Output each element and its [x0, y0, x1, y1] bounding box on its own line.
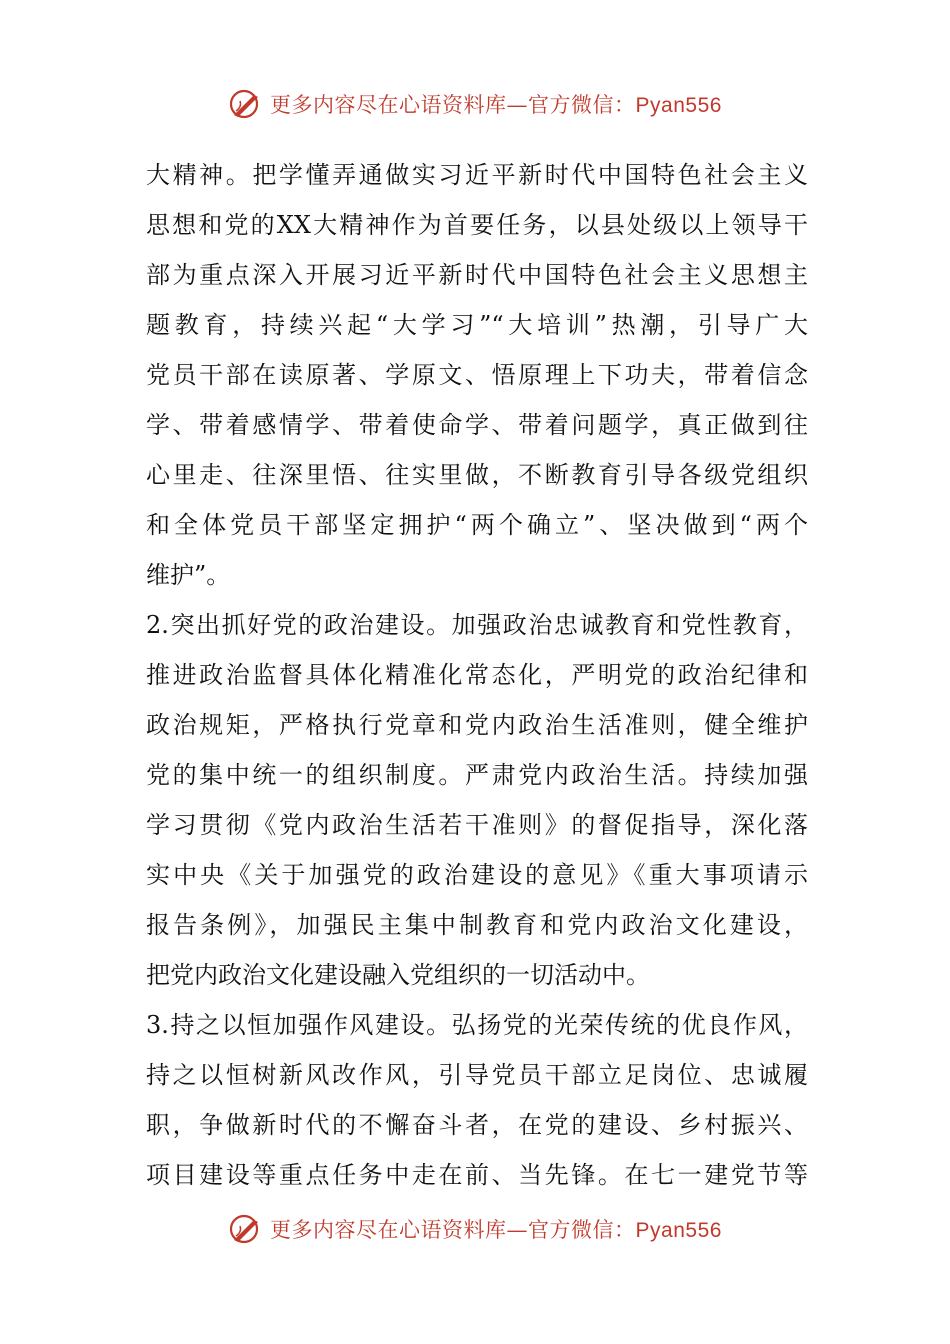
text-line: 题教育，持续兴起“大学习”“大培训”热潮，引导广大: [146, 311, 808, 339]
text-line: 职，争做新时代的不懈奋斗者，在党的建设、乡村振兴、: [146, 1111, 808, 1139]
text-line: 学习贯彻《党内政治生活若干准则》的督促指导，深化落: [146, 811, 808, 839]
footer-wechat-id: Pyan556: [635, 1219, 722, 1242]
pen-logo-icon: [228, 87, 262, 121]
header-wechat-id: Pyan556: [635, 94, 722, 117]
text-line: 政治规矩，严格执行党章和党内政治生活准则，健全维护: [146, 711, 808, 739]
text-line: 实中央《关于加强党的政治建设的意见》《重大事项请示: [146, 861, 808, 889]
document-body: [146, 150, 808, 1200]
section-heading-line: 2.突出抓好党的政治建设。加强政治忠诚教育和党性教育，: [146, 611, 808, 639]
header-banner: [0, 84, 950, 124]
header-banner-text: 更多内容尽在心语资料库—官方微信：Pyan556: [270, 93, 722, 117]
footer-banner-text: 更多内容尽在心语资料库—官方微信：Pyan556: [270, 1218, 722, 1242]
text-line: 推进政治监督具体化精准化常态化，严明党的政治纪律和: [146, 661, 808, 689]
text-line: 项目建设等重点任务中走在前、当先锋。在七一建党节等: [146, 1161, 808, 1189]
footer-banner: [0, 1209, 950, 1249]
text-line: 维护”。: [146, 561, 231, 589]
text-line: 持之以恒树新风改作风，引导党员干部立足岗位、忠诚履: [146, 1061, 808, 1089]
pen-logo-icon: [228, 1212, 262, 1246]
text-line: 报告条例》，加强民主集中制教育和党内政治文化建设，: [146, 911, 808, 939]
text-line: 大精神。把学懂弄通做实习近平新时代中国特色社会主义: [146, 161, 808, 189]
text-line: 心里走、往深里悟、往实里做，不断教育引导各级党组织: [146, 461, 808, 489]
text-line: 思想和党的XX大精神作为首要任务，以县处级以上领导干: [146, 211, 808, 239]
text-line: 把党内政治文化建设融入党组织的一切活动中。: [146, 961, 650, 989]
section-heading-line: 3.持之以恒加强作风建设。弘扬党的光荣传统的优良作风，: [146, 1011, 808, 1039]
text-line: 学、带着感情学、带着使命学、带着问题学，真正做到往: [146, 411, 808, 439]
text-line: 党员干部在读原著、学原文、悟原理上下功夫，带着信念: [146, 361, 808, 389]
text-line: 部为重点深入开展习近平新时代中国特色社会主义思想主: [146, 261, 808, 289]
text-line: 党的集中统一的组织制度。严肃党内政治生活。持续加强: [146, 761, 808, 789]
text-line: 和全体党员干部坚定拥护“两个确立”、坚决做到“两个: [146, 511, 808, 539]
